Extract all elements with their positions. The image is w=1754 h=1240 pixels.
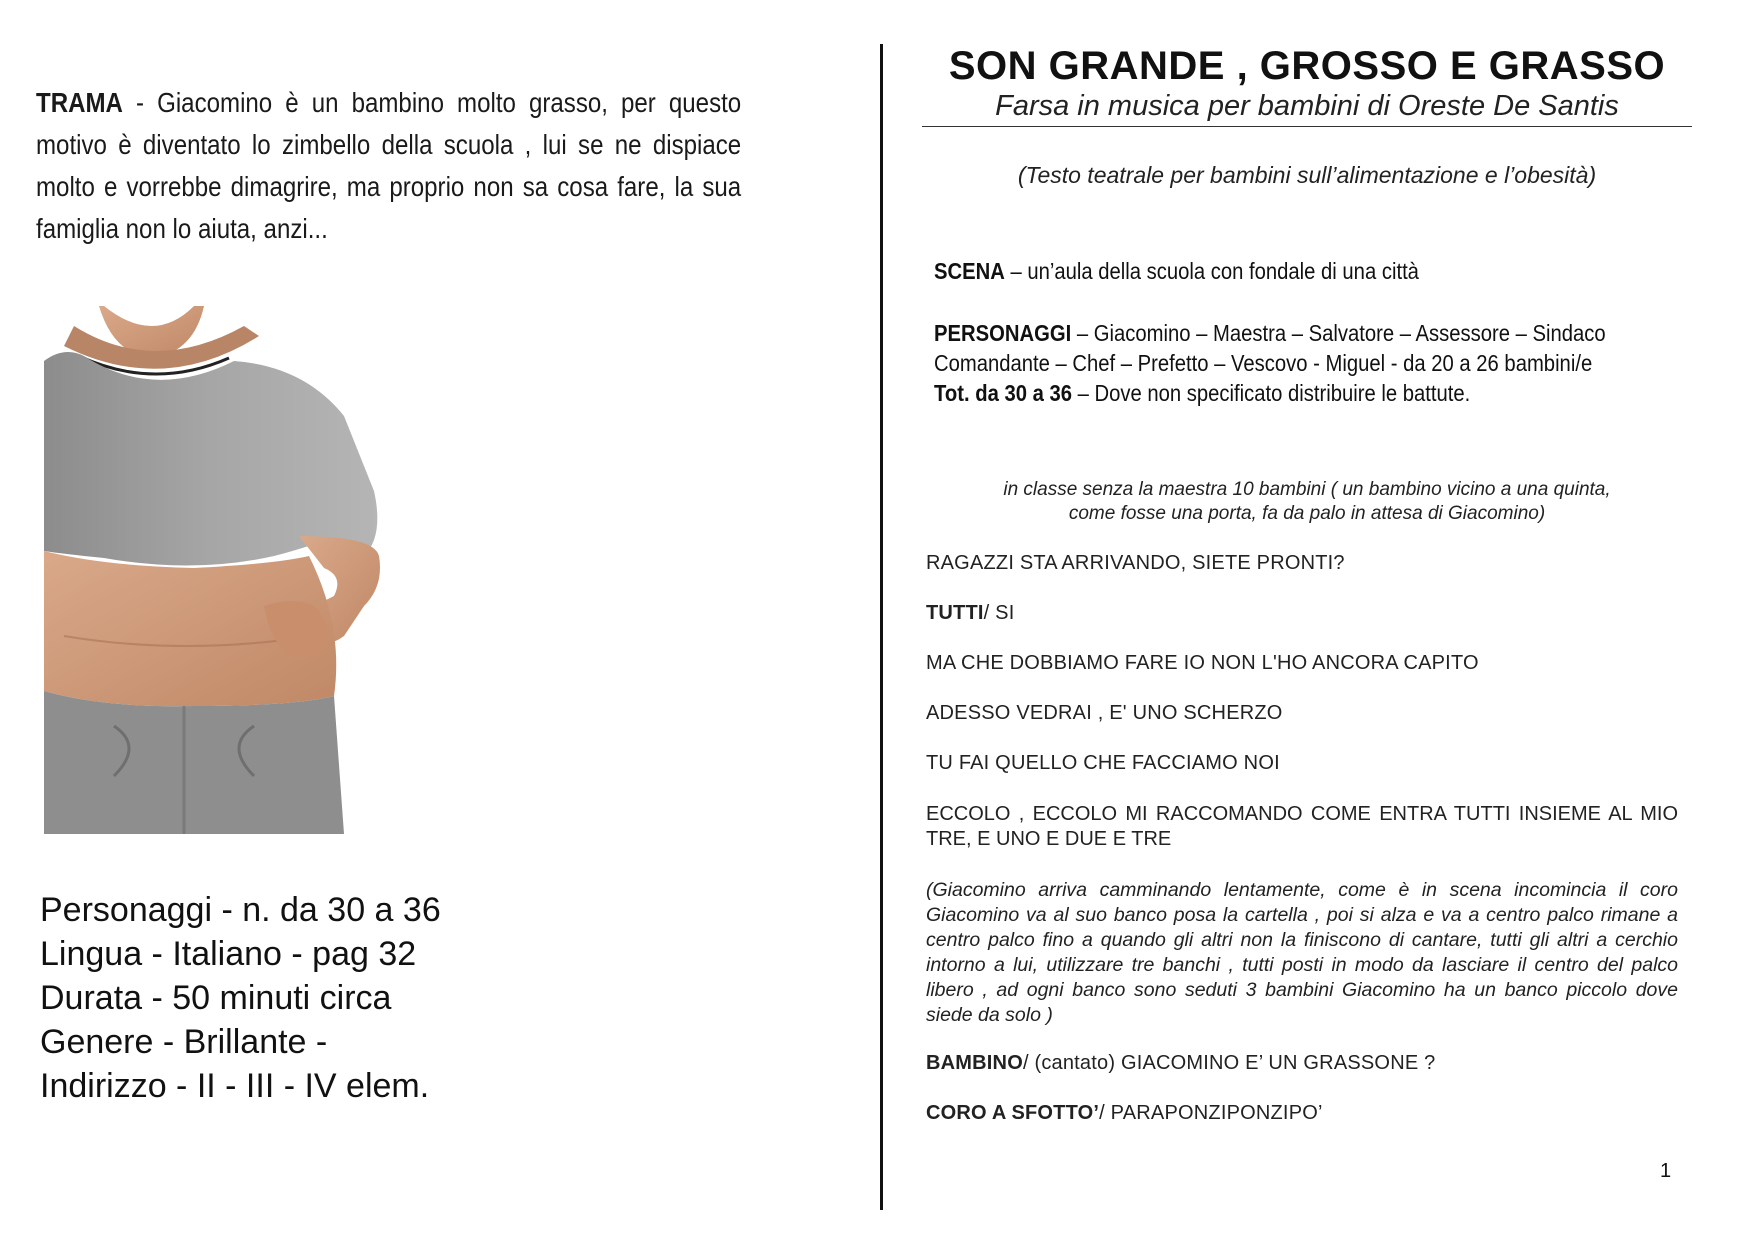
plot-label: TRAMA xyxy=(36,87,123,118)
play-note: (Testo teatrale per bambini sull’alimentazione e l’obesità) xyxy=(1017,162,1597,188)
page-divider xyxy=(880,44,883,1210)
tutti-text: / SI xyxy=(983,602,1015,624)
cover-photo xyxy=(44,306,424,834)
total-label: Tot. da 30 a 36 xyxy=(934,380,1072,406)
characters-block xyxy=(934,318,1606,408)
spec-duration: Durata - 50 minuti circa xyxy=(40,979,392,1017)
script-line-5: TU FAI QUELLO CHE FACCIAMO NOI xyxy=(926,752,1280,774)
scene-description xyxy=(934,258,1419,285)
speaker-bambino: BAMBINO xyxy=(926,1052,1023,1074)
stage-direction-line2: come fosse una porta, fa da palo in attesa di Giacomino) xyxy=(1068,503,1546,524)
coro-text: / PARAPONZIPONZIPO’ xyxy=(1099,1102,1323,1124)
script-line-tutti xyxy=(926,602,1014,625)
spec-language: Lingua - Italiano - pag 32 xyxy=(40,935,417,973)
scene-label: SCENA xyxy=(934,258,1005,284)
spec-characters: Personaggi - n. da 30 a 36 xyxy=(40,891,441,929)
characters-label: PERSONAGGI xyxy=(934,320,1072,346)
speaker-tutti: TUTTI xyxy=(926,602,984,624)
plot-text: - Giacomino è un bambino molto grasso, per questo motivo è diventato lo zimbello della scuola , lui se ne dispiace molto e vorrebbe dimagrire, ma proprio non sa cosa fare, la sua famiglia non lo aiuta, anzi... xyxy=(36,87,742,244)
play-subtitle: Farsa in musica per bambini di Oreste De Santis xyxy=(995,90,1619,122)
stage-direction-2: (Giacomino arriva camminando lentamente, come è in scena incomincia il coro Giacomino va al suo banco posa la cartella , poi si alza e va a centro palco rimane a centro palco fino a quando gli altri non la finiscono di cantare, tutti gli altri a cerchio intorno a lui, utilizzare tre banchi , tutti posti in modo da lasciare il centro del palco libero , ad ogni banco sono seduti 3 bambini Giacomino ha un banco piccolo dove siede da solo ) xyxy=(926,879,1678,1026)
page-number: 1 xyxy=(1660,1160,1672,1182)
total-text: – Dove non specificato distribuire le battute. xyxy=(1071,380,1471,406)
bambino-text: / (cantato) GIACOMINO E’ UN GRASSONE ? xyxy=(1022,1052,1436,1074)
stage-direction-line1: in classe senza la maestra 10 bambini ( un bambino vicino a una quinta, xyxy=(1003,479,1611,500)
title-rule xyxy=(922,126,1692,127)
play-specs xyxy=(40,888,441,1108)
script-line-3: MA CHE DOBBIAMO FARE IO NON L'HO ANCORA CAPITO xyxy=(926,652,1479,674)
script-line-1: RAGAZZI STA ARRIVANDO, SIETE PRONTI? xyxy=(926,552,1345,574)
script-line-4: ADESSO VEDRAI , E' UNO SCHERZO xyxy=(926,702,1283,724)
stage-direction-1 xyxy=(922,478,1692,526)
script-line-coro xyxy=(926,1102,1323,1125)
spec-audience: Indirizzo - II - III - IV elem. xyxy=(40,1067,430,1105)
spec-genre: Genere - Brillante - xyxy=(40,1023,328,1061)
speaker-coro: CORO A SFOTTO’ xyxy=(926,1102,1100,1124)
characters-line1: – Giacomino – Maestra – Salvatore – Assessore – Sindaco xyxy=(1071,320,1606,346)
plot-summary xyxy=(36,82,741,250)
script-line-6: ECCOLO , ECCOLO MI RACCOMANDO COME ENTRA TUTTI INSIEME AL MIO TRE, E UNO E DUE E TRE xyxy=(926,803,1678,850)
characters-line2: Comandante – Chef – Prefetto – Vescovo - Miguel - da 20 a 26 bambini/e xyxy=(934,350,1593,376)
scene-text: – un’aula della scuola con fondale di una città xyxy=(1004,258,1419,284)
script-line-bambino xyxy=(926,1052,1435,1075)
play-title: SON GRANDE , GROSSO E GRASSO xyxy=(948,44,1666,88)
